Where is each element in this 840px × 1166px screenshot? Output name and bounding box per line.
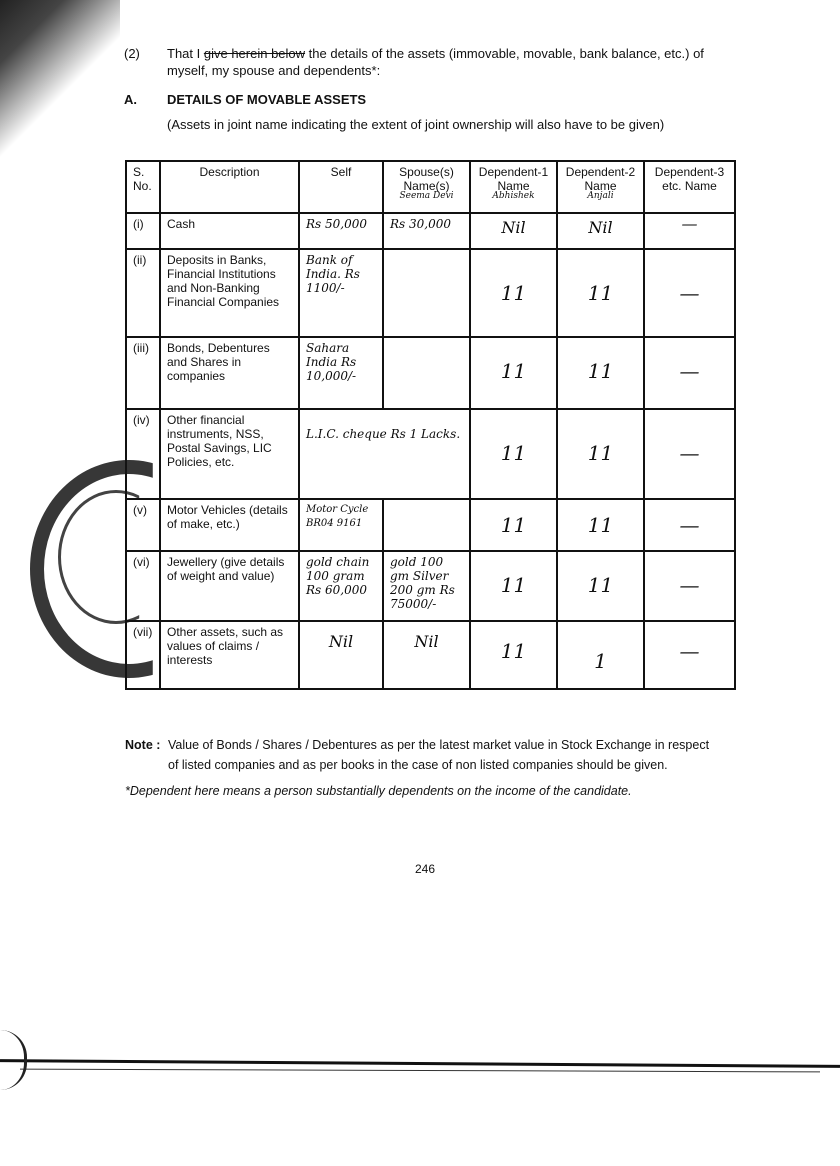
row-self-spouse	[299, 409, 470, 499]
header-self: Self	[299, 161, 383, 213]
row-spouse	[383, 249, 470, 337]
section-title: DETAILS OF MOVABLE ASSETS	[167, 92, 367, 107]
row-dependent-3	[644, 409, 735, 499]
header-dependent-3: Dependent-3 etc. Name	[644, 161, 735, 213]
table-row	[126, 499, 735, 551]
row-description: Other assets, such as values of claims / interests	[160, 621, 299, 689]
intro-struck-text: give herein below	[203, 46, 306, 61]
table-row	[126, 337, 735, 409]
header-dependent-1-label: Dependent-1 Name	[478, 165, 549, 193]
self-handwritten: Rs 50,000	[306, 217, 367, 231]
spouse-handwritten: Rs 30,000	[390, 217, 451, 231]
row-dependent-2	[557, 551, 644, 621]
table-row	[126, 551, 735, 621]
dep1-handwritten: Nil	[501, 218, 526, 237]
row-description: Bonds, Debentures and Shares in companies	[160, 337, 299, 409]
header-dependent-2-label: Dependent-2 Name	[565, 165, 636, 193]
header-spouse-handwritten: Seema Devi	[399, 191, 454, 201]
row-dependent-2	[557, 249, 644, 337]
table-row	[126, 249, 735, 337]
row-self	[299, 621, 383, 689]
row-self	[299, 213, 383, 249]
table-row	[126, 213, 735, 249]
row-dependent-1	[470, 409, 557, 499]
header-dependent-2-handwritten: Anjali	[587, 191, 614, 201]
row-dependent-3	[644, 213, 735, 249]
row-self	[299, 249, 383, 337]
row-description: Jewellery (give details of weight and value)	[160, 551, 299, 621]
self-handwritten: Sahara India Rs 10,000/-	[306, 341, 357, 383]
self-handwritten: gold chain 100 gram Rs 60,000	[306, 555, 370, 597]
row-sno: (v)	[126, 499, 160, 551]
dep3-dash: —	[681, 214, 698, 233]
row-description: Cash	[160, 213, 299, 249]
self-handwritten: Motor Cycle BR04 9161	[306, 504, 369, 529]
spouse-handwritten: gold 100 gm Silver 200 gm Rs 75000/-	[390, 555, 455, 611]
note-text-1: Value of Bonds / Shares / Debentures as per the latest market value in Stock Exchange in respect	[168, 738, 710, 752]
self-handwritten: L.I.C. cheque Rs 1 Lacks.	[306, 427, 461, 441]
scan-edge-line	[0, 1059, 840, 1068]
note-label: Note :	[125, 738, 161, 752]
row-dependent-3	[644, 337, 735, 409]
dep2-ditto: 1	[594, 649, 607, 673]
dep1-ditto: 11	[500, 573, 527, 597]
dep3-dash: —	[679, 573, 700, 597]
intro-line-2: myself, my spouse and dependents*:	[167, 63, 381, 78]
dep3-dash: —	[679, 513, 700, 537]
self-handwritten: Bank of India. Rs 1100/-	[306, 253, 360, 295]
section-letter: A.	[124, 92, 137, 107]
dep1-ditto: 11	[500, 513, 527, 537]
row-spouse	[383, 213, 470, 249]
row-dependent-1	[470, 337, 557, 409]
dependent-note: *Dependent here means a person substantially dependents on the income of the candidate.	[125, 784, 632, 798]
row-dependent-2	[557, 499, 644, 551]
header-dependent-2	[557, 161, 644, 213]
row-spouse	[383, 621, 470, 689]
row-description: Other financial instruments, NSS, Postal Savings, LIC Policies, etc.	[160, 409, 299, 499]
note-text-2: of listed companies and as per books in the case of non listed companies should be given.	[168, 758, 668, 772]
dep2-ditto: 11	[587, 573, 614, 597]
dep1-ditto: 11	[500, 441, 527, 465]
page-curl	[0, 1030, 27, 1090]
row-spouse	[383, 337, 470, 409]
dep3-dash: —	[679, 639, 700, 663]
intro-line-1	[167, 45, 737, 62]
table-row	[126, 621, 735, 689]
row-dependent-3	[644, 249, 735, 337]
row-self	[299, 337, 383, 409]
header-spouse	[383, 161, 470, 213]
row-dependent-3	[644, 499, 735, 551]
dep1-ditto: 11	[500, 639, 527, 663]
dep3-dash: —	[679, 441, 700, 465]
row-description: Deposits in Banks, Financial Institutions and Non-Banking Financial Companies	[160, 249, 299, 337]
row-dependent-2	[557, 337, 644, 409]
header-spouse-label: Spouse(s) Name(s)	[399, 165, 454, 193]
intro-number: (2)	[124, 46, 140, 61]
page-number: 246	[415, 862, 436, 876]
dep2-ditto: 11	[587, 513, 614, 537]
row-dependent-1	[470, 213, 557, 249]
section-subtitle: (Assets in joint name indicating the extent of joint ownership will also have to be given)	[167, 117, 665, 132]
table-header-row	[126, 161, 735, 213]
row-dependent-1	[470, 621, 557, 689]
dep2-ditto: 11	[587, 359, 614, 383]
row-sno: (vii)	[126, 621, 160, 689]
table-row	[126, 409, 735, 499]
header-dependent-1-handwritten: Abhishek	[492, 191, 535, 201]
row-spouse	[383, 499, 470, 551]
row-dependent-3	[644, 621, 735, 689]
dep2-handwritten: Nil	[588, 218, 613, 237]
row-self	[299, 551, 383, 621]
spouse-handwritten: Nil	[414, 632, 439, 651]
row-sno: (i)	[126, 213, 160, 249]
header-dependent-1	[470, 161, 557, 213]
row-dependent-3	[644, 551, 735, 621]
scan-shadow	[0, 0, 120, 230]
self-handwritten: Nil	[328, 632, 354, 651]
row-dependent-2	[557, 213, 644, 249]
dep2-ditto: 11	[587, 281, 614, 305]
movable-assets-table	[125, 160, 736, 690]
dep1-ditto: 11	[500, 281, 527, 305]
row-dependent-1	[470, 499, 557, 551]
header-sno: S. No.	[126, 161, 160, 213]
row-self	[299, 499, 383, 551]
dep1-ditto: 11	[500, 359, 527, 383]
dep3-dash: —	[679, 281, 700, 305]
row-spouse	[383, 551, 470, 621]
dep2-ditto: 11	[587, 441, 614, 465]
dep3-dash: —	[679, 359, 700, 383]
row-sno: (iv)	[126, 409, 160, 499]
row-dependent-2	[557, 409, 644, 499]
row-sno: (iii)	[126, 337, 160, 409]
intro-text-post: the details of the assets (immovable, movable, bank balance, etc.) of	[305, 46, 704, 61]
row-sno: (ii)	[126, 249, 160, 337]
scan-edge-line-2	[20, 1069, 820, 1073]
header-description: Description	[160, 161, 299, 213]
row-sno: (vi)	[126, 551, 160, 621]
row-dependent-1	[470, 551, 557, 621]
row-dependent-1	[470, 249, 557, 337]
intro-text-pre: That I	[167, 46, 204, 61]
row-description: Motor Vehicles (details of make, etc.)	[160, 499, 299, 551]
row-dependent-2	[557, 621, 644, 689]
